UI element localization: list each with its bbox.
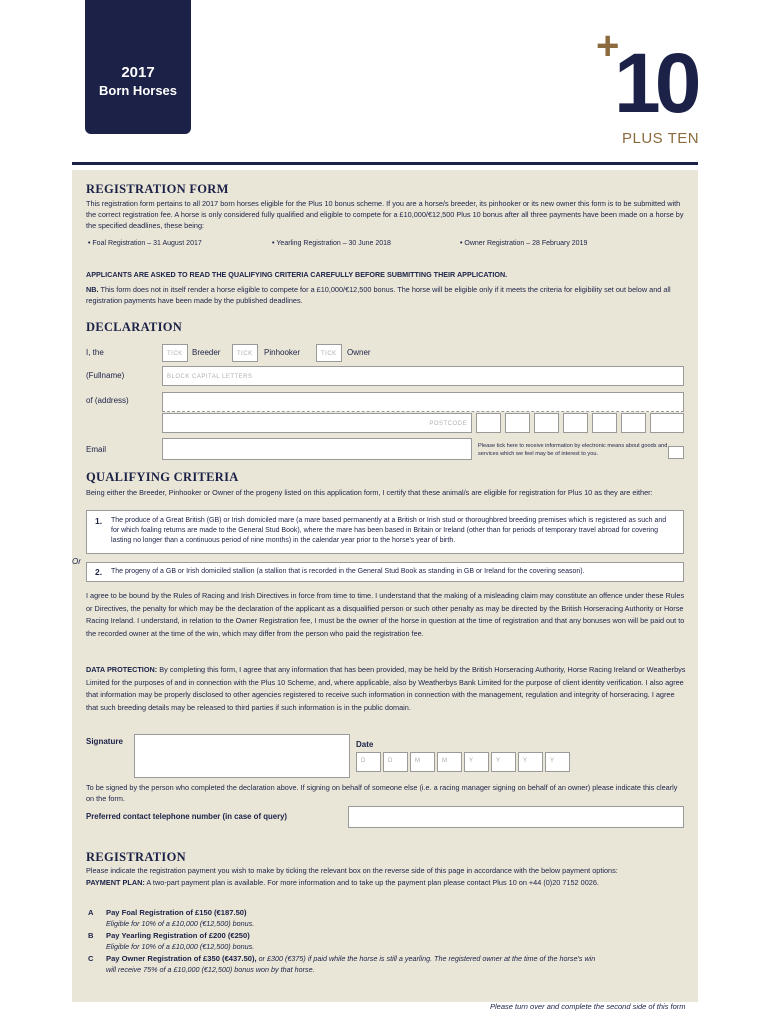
email-field[interactable]: [162, 438, 472, 460]
owner-tickbox[interactable]: [316, 344, 342, 362]
option-b-letter: B: [88, 931, 94, 940]
option-c-line: [106, 954, 696, 963]
date-cell-hint: D: [388, 758, 393, 764]
data-protection: [86, 664, 686, 714]
signature-note: To be signed by the person who completed the declaration above. If signing on behalf of someone else (i.e. a racing manager signing on behalf of an owner) please indicate this clearly on the form.: [86, 783, 678, 803]
phone-field[interactable]: [348, 806, 684, 828]
tick-placeholder: TICK: [321, 351, 337, 357]
deadline-owner: • Owner Registration – 28 February 2019: [460, 240, 587, 247]
option-c-letter: C: [88, 954, 94, 963]
option-b-title: Pay Yearling Registration of £200 (€250): [106, 931, 250, 940]
criteria-item-1-number: 1.: [95, 516, 103, 526]
postcode-cell[interactable]: [563, 413, 588, 433]
logo-plus: +: [596, 24, 620, 68]
deadline-foal: • Foal Registration – 31 August 2017: [88, 240, 202, 247]
tick-placeholder: TICK: [237, 351, 253, 357]
date-month-cell[interactable]: [437, 752, 462, 772]
date-cell-hint: Y: [523, 758, 528, 764]
option-a-title: Pay Foal Registration of £150 (€187.50): [106, 908, 247, 917]
header-divider: [72, 162, 698, 165]
qualifying-lead: Being either the Breeder, Pinhooker or Owner of the progeny listed on this application form, I certify that these animal/s are eligible for registration for Plus 10 as they are either:: [86, 488, 653, 497]
payment-plan-text: A two-part payment plan is available. For more information and to take up the payment plan please contact Plus 10 on +44 (0)20 7152 0026.: [146, 878, 599, 887]
date-year-cell[interactable]: [545, 752, 570, 772]
address-field-line2[interactable]: [162, 413, 472, 433]
form-panel: [72, 170, 698, 1002]
year-tab: [85, 0, 191, 134]
date-cell-hint: Y: [550, 758, 555, 764]
fullname-placeholder: BLOCK CAPITAL LETTERS: [167, 374, 253, 380]
logo-text: PLUS TEN: [622, 130, 700, 147]
registration-form-title: REGISTRATION FORM: [86, 182, 229, 196]
option-c-title: Pay Owner Registration of £350 (€437.50),: [106, 954, 257, 963]
date-cell-hint: M: [442, 758, 447, 764]
or-label: Or: [72, 557, 81, 566]
date-label: Date: [356, 740, 374, 749]
nb-label: NB.: [86, 285, 99, 294]
warning-text: APPLICANTS ARE ASKED TO READ THE QUALIFYING CRITERIA CAREFULLY BEFORE SUBMITTING THEIR APPLICATION.: [86, 270, 508, 279]
registration-title: REGISTRATION: [86, 850, 186, 864]
date-cell-hint: Y: [496, 758, 501, 764]
option-c-sub: will receive 75% of a £10,000 (€12,500) bonus won by that horse.: [106, 965, 315, 974]
criteria-item-2-text: The progeny of a GB or Irish domiciled stallion (a stallion that is recorded in the General Stud Book as standing in GB or Ireland for the covering season).: [111, 568, 585, 575]
data-protection-text: By completing this form, I agree that any information that has been provided, may be held by the British Horseracing Authority, Horse Racing Ireland or Weatherbys Limited for the purposes of and in connection with the Plus 10 Scheme, and, where applicable, also by Weatherbys Bank Limited for the purpose of client identity verification. I also agree that information may be properly disclosed to other agencies registered to receive such information in connection with the management, regulation and integrity of horseracing. I agree that such breeding details may be released to third parties if such information is in the public domain.: [86, 665, 686, 712]
date-year-cell[interactable]: [518, 752, 543, 772]
postcode-placeholder: POSTCODE: [429, 421, 467, 427]
pinhooker-tickbox[interactable]: [232, 344, 258, 362]
payment-plan-label: PAYMENT PLAN:: [86, 878, 145, 887]
nb-text: This form does not in itself render a horse eligible to compete for a £10,000/€12,500 bonus. The horse will be eligible only if it meets the criteria for eligibility set out below and all registration payments have been made by the published deadlines.: [86, 285, 671, 305]
breeder-tickbox[interactable]: [162, 344, 188, 362]
postcode-cell[interactable]: [476, 413, 501, 433]
date-day-cell[interactable]: [356, 752, 381, 772]
logo-number: 10: [614, 36, 696, 130]
nb-note: [86, 284, 686, 306]
date-day-cell[interactable]: [383, 752, 408, 772]
postcode-cell[interactable]: [534, 413, 559, 433]
option-a-letter: A: [88, 908, 94, 917]
email-optin-checkbox[interactable]: [668, 446, 684, 459]
declaration-title: DECLARATION: [86, 320, 183, 334]
postcode-cell[interactable]: [505, 413, 530, 433]
i-the-label: I, the: [86, 348, 104, 357]
date-cell-hint: D: [361, 758, 366, 764]
postcode-cell[interactable]: [650, 413, 684, 433]
born-horses-label: Born Horses: [98, 83, 178, 98]
signature-label: Signature: [86, 737, 123, 746]
criteria-item-2: [86, 562, 684, 582]
payment-plan: [86, 877, 686, 888]
date-month-cell[interactable]: [410, 752, 435, 772]
criteria-item-1: [86, 510, 684, 554]
postcode-cell[interactable]: [621, 413, 646, 433]
intro-text: This registration form pertains to all 2017 born horses eligible for the Plus 10 bonus scheme. If you are a horse/s breeder, its pinhooker or its new owner this form is to be submitted with the correct registration fee. A horse is only considered fully qualified and eligible to compete for a £10,000/€12,500 Plus 10 bonus after all three payments have been made on a horse by the specified deadlines, these being:: [86, 199, 684, 230]
turn-over-note: Please turn over and complete the second side of this form: [490, 1002, 686, 1011]
year: 2017: [121, 64, 155, 81]
data-protection-label: DATA PROTECTION:: [86, 665, 158, 674]
tick-placeholder: TICK: [167, 351, 183, 357]
pinhooker-label: Pinhooker: [264, 348, 301, 357]
option-b-sub: Eligible for 10% of a £10,000 (€12,500) bonus.: [106, 942, 255, 951]
option-a-sub: Eligible for 10% of a £10,000 (€12,500) bonus.: [106, 919, 255, 928]
breeder-label: Breeder: [192, 348, 221, 357]
plus-ten-logo: [590, 26, 720, 151]
signature-field[interactable]: [134, 734, 350, 778]
fullname-field[interactable]: [162, 366, 684, 386]
owner-label: Owner: [347, 348, 371, 357]
registration-intro: Please indicate the registration payment you wish to make by ticking the relevant box on the reverse side of this page in accordance with the below payment options:: [86, 866, 618, 875]
date-year-cell[interactable]: [464, 752, 489, 772]
option-c-extra: or £300 (€375) if paid while the horse is still a yearling. The registered owner at the time of the horse's win: [258, 954, 596, 963]
agreement-text: I agree to be bound by the Rules of Racing and Irish Directives in force from time to time. I understand that the making of a misleading claim may constitute an offence under these Rules or Directives, the penalty for which may be the declaration of the applicant as a disqualified person or such other penalty as may be directed by the British Horseracing Authority or Horse Racing Ireland. I understand, in relation to the Owner Registration fee, I must be the owner of the horse in question at the time of registration and that any bonuses won will be paid out to the recorded owner at the time of the win, which may differ from the person who paid the registration fee.: [86, 591, 685, 638]
deadline-yearling: • Yearling Registration – 30 June 2018: [272, 240, 391, 247]
criteria-item-2-number: 2.: [95, 567, 103, 577]
date-cell-hint: Y: [469, 758, 474, 764]
email-optin-text: Please tick here to receive information by electronic means about goods and services which we feel may be of interest to you.: [478, 443, 668, 457]
postcode-cell[interactable]: [592, 413, 617, 433]
date-year-cell[interactable]: [491, 752, 516, 772]
criteria-item-1-text: The produce of a Great British (GB) or Irish domiciled mare (a mare based permanently at a British or Irish stud or thoroughbred breeding premises which is registered as such and for which foaling returns are made to the General Stud Book), where the mare has been based in Britain or Ireland (other than for periods of temporary travel abroad for covering lasting no longer than a continuous period of nine months) in the calendar year prior to the horse's year of birth.: [111, 517, 667, 544]
fullname-label: (Fullname): [86, 371, 125, 380]
phone-label: Preferred contact telephone number (in case of query): [86, 812, 288, 821]
address-label: of (address): [86, 396, 129, 405]
date-cell-hint: M: [415, 758, 420, 764]
address-field-line1[interactable]: [162, 392, 684, 412]
email-label: Email: [86, 445, 107, 454]
qualifying-criteria-title: QUALIFYING CRITERIA: [86, 470, 239, 484]
